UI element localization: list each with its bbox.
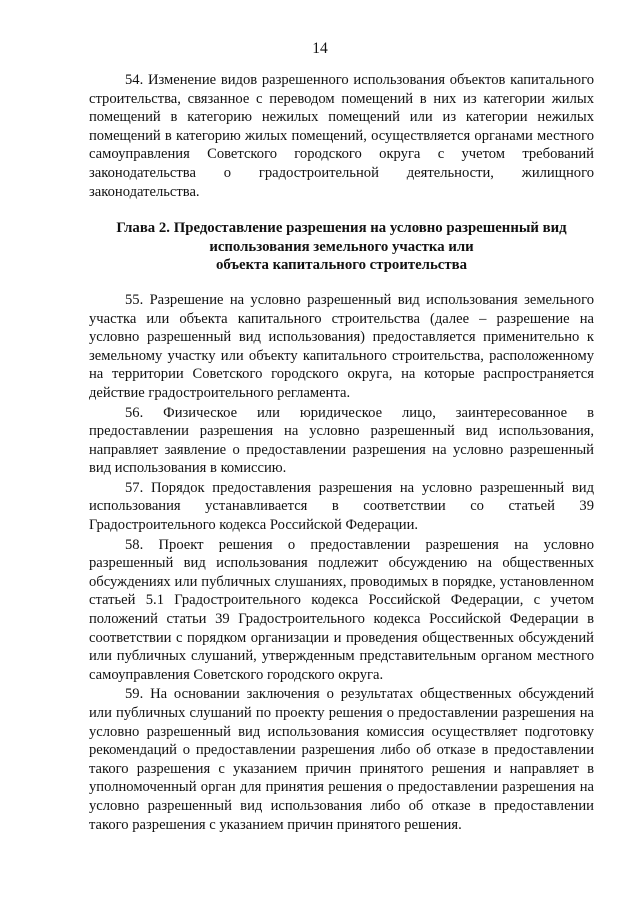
paragraph-56: 56. Физическое или юридическое лицо, заинтересованное в предоставлении разрешения на условно разрешенный вид использования, направляет заявление о предоставлении разрешения на условно разрешенный вид использования в комиссию. [89,404,594,477]
chapter-heading [89,219,594,275]
paragraph-55: 55. Разрешение на условно разрешенный вид использования земельного участка или объекта капитального строительства (далее – разрешение на условно разрешенный вид использования) предоставляется применительно к земельному участку или объекту капитального строительства, расположенному на территории Советского городского округа, на которые распространяется действие градостроительного регламента. [89,291,594,401]
paragraph-58: 58. Проект решения о предоставлении разрешения на условно разрешенный вид использования подлежит обсуждению на общественных обсуждениях или публичных слушаниях, проводимых в порядке, установленном статьей 5.1 Градостроительного кодекса Российской Федерации, с учетом положений статьи 39 Градостроительного кодекса Российской Федерации в соответствии с порядком организации и проведения общественных обсуждений или публичных слушаний, утвержденным представительным органом местного самоуправления Советского городского округа. [89,536,594,683]
chapter-heading-line-1: Глава 2. Предоставление разрешения на условно разрешенный вид [116,220,567,237]
page-number: 14 [312,40,328,57]
chapter-heading-line-2: использования земельного участка или [209,238,474,255]
chapter-heading-line-3: объекта капитального строительства [215,257,468,274]
paragraph-57: 57. Порядок предоставления разрешения на условно разрешенный вид использования устанавливается в соответствии со статьей 39 Градостроительного кодекса Российской Федерации. [89,479,594,534]
paragraph-59: 59. На основании заключения о результатах общественных обсуждений или публичных слушаний по проекту решения о предоставлении разрешения на условно разрешенный вид использования комиссия осуществляет подготовку рекомендаций о предоставлении разрешения либо об отказе в предоставлении такого разрешения с указанием причин принятого решения и направляет в уполномоченный орган для принятия решения о предоставлении разрешения на условно разрешенный вид использования либо об отказе в предоставлении такого разрешения с указанием причин принятого решения. [89,686,594,833]
document-body [89,71,594,834]
paragraph-54: 54. Изменение видов разрешенного использования объектов капитального строительства, связанное с переводом помещений в них из категории жилых помещений в категорию нежилых помещений или из категории нежилых помещений в категорию жилых помещений, осуществляется органами местного самоуправления Советского городского округа с учетом требований законодательства о градостроительной деятельности, жилищного законодательства. [89,72,594,200]
